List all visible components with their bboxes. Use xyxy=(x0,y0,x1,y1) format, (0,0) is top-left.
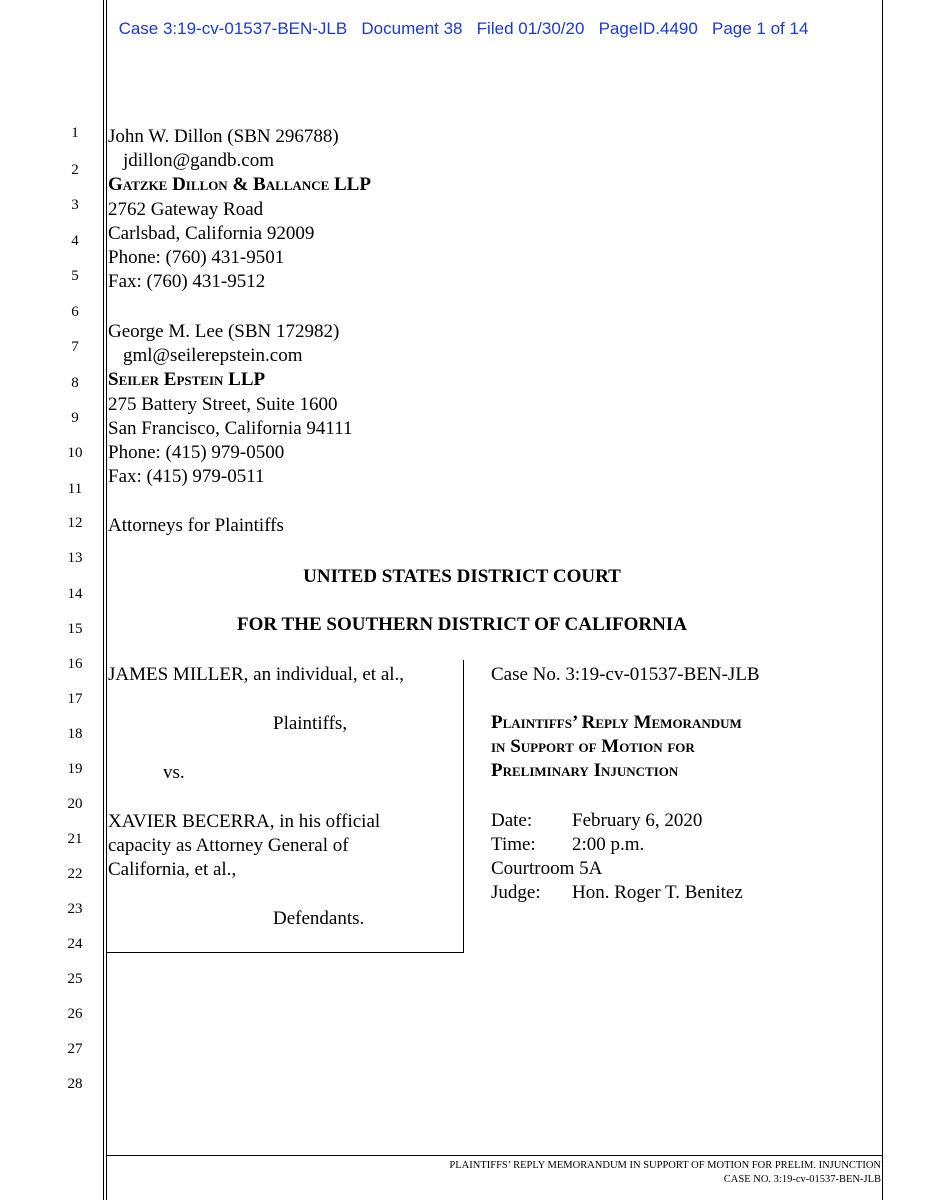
attorney-email: gml@seilerepstein.com xyxy=(123,345,303,366)
defendant-party-2: capacity as Attorney General of xyxy=(108,835,349,856)
filing-header: Case 3:19-cv-01537-BEN-JLB Document 38 Filed 01/30/20 PageID.4490 Page 1 of 14 xyxy=(118,19,809,38)
line-number: 9 xyxy=(71,410,79,426)
firm-name: Seiler Epstein LLP xyxy=(108,369,266,390)
firm-phone: Phone: (760) 431-9501 xyxy=(108,247,285,268)
line-number: 17 xyxy=(67,691,83,707)
line-number: 19 xyxy=(67,761,83,777)
right-margin-rule xyxy=(882,0,883,1200)
firm-address-1: 275 Battery Street, Suite 1600 xyxy=(108,394,338,415)
footer-rule xyxy=(107,1155,882,1156)
firm-address-1: 2762 Gateway Road xyxy=(108,199,264,220)
firm-fax: Fax: (415) 979-0511 xyxy=(108,466,265,487)
line-number: 3 xyxy=(71,197,79,213)
line-number: 16 xyxy=(67,656,83,672)
line-number: 6 xyxy=(71,304,79,320)
caption-bottom-rule xyxy=(107,952,464,953)
line-number: 20 xyxy=(67,796,83,812)
line-number: 26 xyxy=(67,1006,83,1022)
line-number: 2 xyxy=(71,162,79,178)
hearing-time: 2:00 p.m. xyxy=(572,834,645,855)
hearing-time-label: Time: xyxy=(491,834,536,855)
line-number: 21 xyxy=(67,831,83,847)
left-margin-rule xyxy=(103,0,104,1200)
document-title-2: in Support of Motion for xyxy=(491,736,695,757)
courtroom: Courtroom 5A xyxy=(491,858,603,879)
judge-name: Hon. Roger T. Benitez xyxy=(572,882,743,903)
attorney-email: jdillon@gandb.com xyxy=(123,150,275,171)
case-number: Case No. 3:19-cv-01537-BEN-JLB xyxy=(491,664,760,685)
firm-address-2: San Francisco, California 94111 xyxy=(108,418,353,439)
firm-phone: Phone: (415) 979-0500 xyxy=(108,442,285,463)
line-number: 15 xyxy=(67,621,83,637)
line-number: 23 xyxy=(67,901,83,917)
left-margin-rule-inner xyxy=(106,0,107,1200)
caption-divider xyxy=(463,660,464,953)
defendant-party-3: California, et al., xyxy=(108,859,237,880)
line-number: 5 xyxy=(71,268,79,284)
footer-title: PLAINTIFFS’ REPLY MEMORANDUM IN SUPPORT OF MOTION FOR PRELIM. INJUNCTION xyxy=(449,1160,881,1171)
line-number: 7 xyxy=(71,339,79,355)
firm-fax: Fax: (760) 431-9512 xyxy=(108,271,266,292)
line-number: 8 xyxy=(71,375,79,391)
line-number: 11 xyxy=(67,481,83,497)
court-name: UNITED STATES DISTRICT COURT xyxy=(303,566,621,587)
plaintiff-role: Plaintiffs, xyxy=(273,713,348,734)
line-number: 4 xyxy=(71,233,79,249)
plaintiff-party: JAMES MILLER, an individual, et al., xyxy=(108,664,405,685)
line-number: 22 xyxy=(67,866,83,882)
line-number: 27 xyxy=(67,1041,83,1057)
line-number: 25 xyxy=(67,971,83,987)
attorney-name: George M. Lee (SBN 172982) xyxy=(108,321,340,342)
footer-case-number: CASE NO. 3:19-cv-01537-BEN-JLB xyxy=(723,1174,881,1185)
document-title-1: Plaintiffs’ Reply Memorandum xyxy=(491,712,742,733)
line-number: 12 xyxy=(67,515,83,531)
attorneys-for: Attorneys for Plaintiffs xyxy=(108,515,284,536)
firm-name: Gatzke Dillon & Ballance LLP xyxy=(108,174,371,195)
firm-address-2: Carlsbad, California 92009 xyxy=(108,223,315,244)
line-number: 13 xyxy=(67,550,83,566)
line-number: 1 xyxy=(71,125,79,141)
line-number: 18 xyxy=(67,726,83,742)
hearing-date: February 6, 2020 xyxy=(572,810,703,831)
line-number: 14 xyxy=(67,586,83,602)
defendant-party-1: XAVIER BECERRA, in his official xyxy=(108,811,381,832)
attorney-name: John W. Dillon (SBN 296788) xyxy=(108,126,339,147)
document-title-3: Preliminary Injunction xyxy=(491,760,679,781)
hearing-date-label: Date: xyxy=(491,810,533,831)
defendant-role: Defendants. xyxy=(273,908,365,929)
versus: vs. xyxy=(163,762,185,783)
line-number: 24 xyxy=(67,936,83,952)
line-number: 28 xyxy=(67,1076,83,1092)
line-number: 10 xyxy=(67,445,83,461)
judge-label: Judge: xyxy=(491,882,541,903)
court-district: FOR THE SOUTHERN DISTRICT OF CALIFORNIA xyxy=(237,614,687,635)
